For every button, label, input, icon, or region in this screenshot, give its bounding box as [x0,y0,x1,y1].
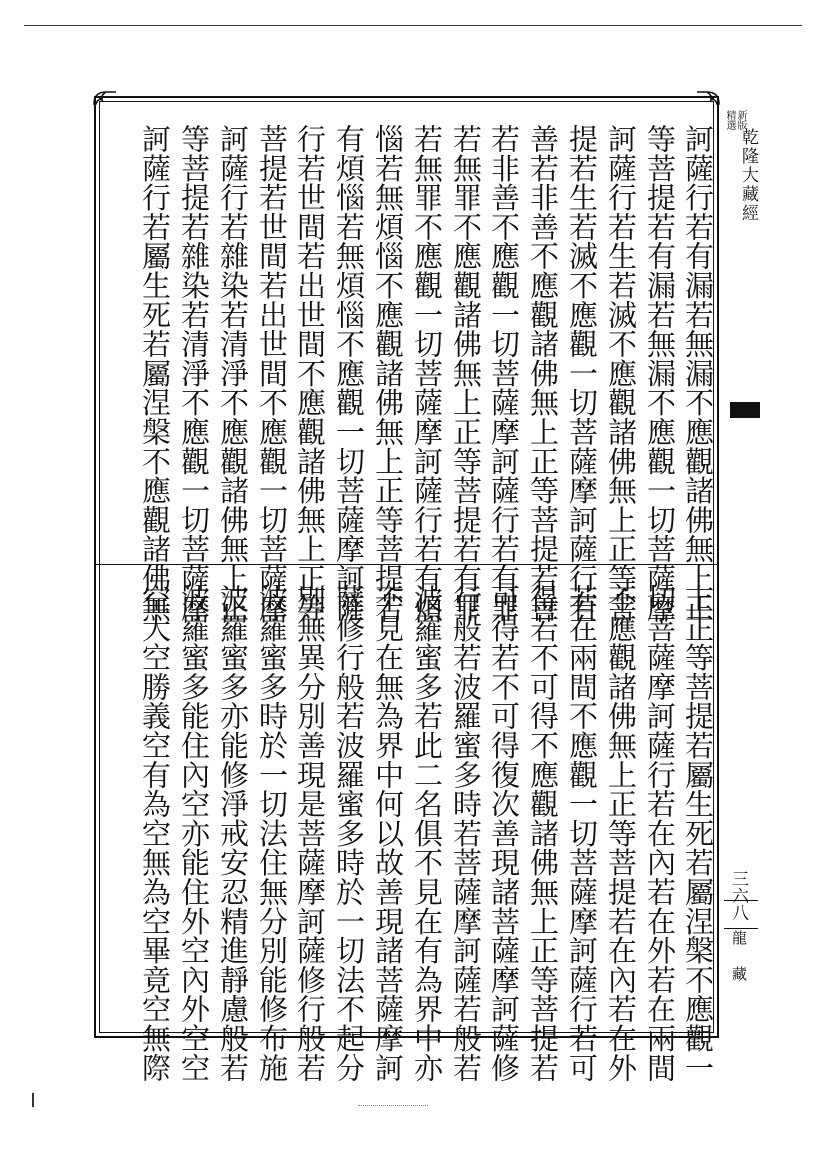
text-column: 切菩薩摩訶薩行若在內若在外若在兩間 [643,584,677,1083]
text-column: 波羅蜜多亦能修淨戒安忍精進靜慮般若 [216,584,250,1083]
text-column: 可得若不可得復次善現諸菩薩摩訶薩修 [487,584,521,1083]
text-column: 善若非善不應觀諸佛無上正等菩提若善 [526,124,560,623]
series-label-line1: 精選 [724,110,735,130]
text-column: 等菩提若雜染若清淨不應觀一切菩薩摩 [177,124,211,623]
text-column: 若無罪不應觀一切菩薩摩訶薩行若有煩 [410,124,444,623]
scan-specks [358,1105,428,1108]
thumb-tab-marker [730,402,760,418]
text-column: 惱若無煩惱不應觀諸佛無上正等菩提若 [371,124,405,623]
series-label-line2: 新版 [735,110,746,130]
text-column: 波羅蜜多若此二名俱不見在有為界中亦 [410,584,444,1083]
text-column: 若在兩間不應觀一切菩薩摩訶薩行若可 [565,584,599,1083]
text-column: 有煩惱若無煩惱不應觀一切菩薩摩訶薩 [332,124,366,623]
margin-strip [722,110,758,1030]
text-column: 不見在無為界中何以故善現諸菩薩摩訶 [371,584,405,1083]
text-column: 空大空勝義空有為空無為空畢竟空無際 [138,584,172,1083]
margin-rule [724,900,758,901]
text-column: 訶薩行若雜染若清淨不應觀諸佛無上正 [216,124,250,623]
text-column: 訶薩行若有漏若無漏不應觀諸佛無上正 [681,124,715,623]
corner-ornament-icon [92,90,118,106]
margin-rule [724,928,758,929]
collection-title: 乾隆大藏經 [738,128,758,223]
text-column: 別無異分別善現是菩薩摩訶薩修行般若 [293,584,327,1083]
text-column: 若無罪不應觀諸佛無上正等菩提若有罪 [449,124,483,623]
text-column: 菩提若世間若出世間不應觀一切菩薩摩 [255,124,289,623]
text-column: 不應觀諸佛無上正等菩提若在內若在外 [604,584,638,1083]
corner-ornament-icon [695,90,721,106]
collection-mark-bottom: 藏 [730,966,748,981]
text-column: 上正等菩提若屬生死若屬涅槃不應觀一 [681,584,715,1083]
text-column: 訶薩行若屬生死若屬涅槃不應觀諸佛無 [138,124,172,623]
text-column: 若非善不應觀一切菩薩摩訶薩行若有罪 [487,124,521,623]
text-column: 行若世間若出世間不應觀諸佛無上正等 [293,124,327,623]
collection-mark-top: 龍 [730,930,748,945]
text-column: 波羅蜜多能住內空亦能住外空內外空空 [177,584,211,1083]
text-column: 訶薩行若生若滅不應觀諸佛無上正等菩 [604,124,638,623]
text-column: 波羅蜜多時於一切法住無分別能修布施 [255,584,289,1083]
page-number: 三六八 [728,870,748,921]
page-frame [94,96,719,1083]
text-column: 薩修行般若波羅蜜多時於一切法不起分 [332,584,366,1083]
text-column: 行般若波羅蜜多時若菩薩摩訶薩若般若 [449,584,483,1083]
top-rule [24,25,802,26]
text-column: 等菩提若有漏若無漏不應觀一切菩薩摩 [643,124,677,623]
margin-tick [32,1093,34,1107]
text-column: 提若生若滅不應觀一切菩薩摩訶薩行若 [565,124,599,623]
text-column: 得若不可得不應觀諸佛無上正等菩提若 [526,584,560,1083]
